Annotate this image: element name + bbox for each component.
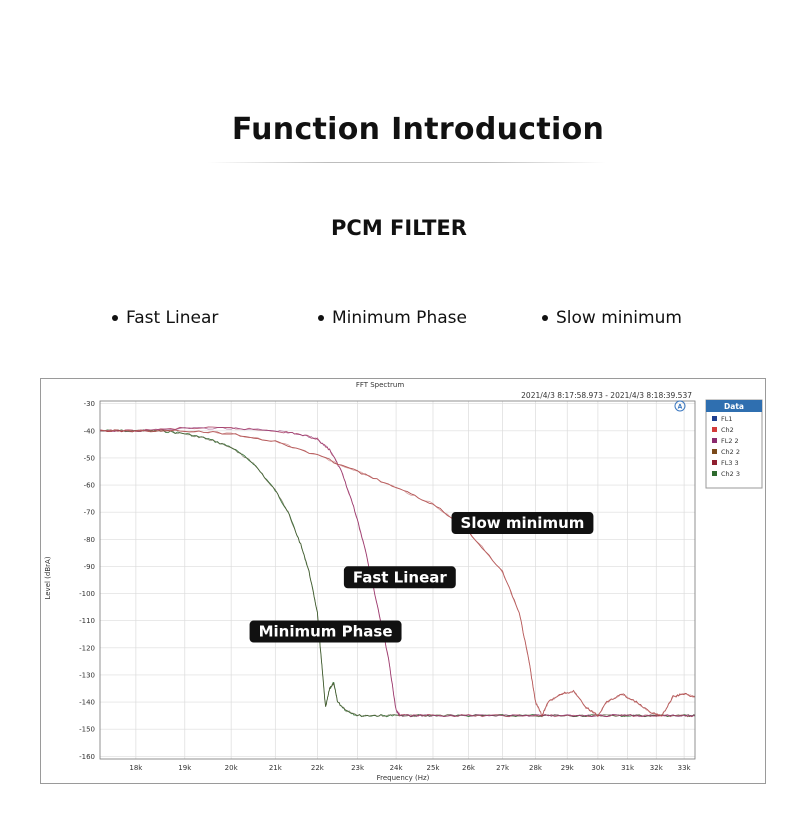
x-tick-label: 18k <box>129 764 143 772</box>
x-tick-label: 33k <box>677 764 691 772</box>
legend-swatch <box>712 438 717 443</box>
legend-swatch <box>712 471 717 476</box>
y-tick-label: -60 <box>83 481 95 490</box>
chart-timestamp: 2021/4/3 8:17:58.973 - 2021/4/3 8:18:39.537 <box>521 391 692 400</box>
y-tick-label: -40 <box>83 427 95 436</box>
x-tick-label: 23k <box>351 764 365 772</box>
x-tick-label: 25k <box>426 764 440 772</box>
x-tick-label: 20k <box>224 764 238 772</box>
x-tick-label: 21k <box>268 764 282 772</box>
callout-label: Slow minimum <box>460 514 585 533</box>
legend-swatch <box>712 416 717 421</box>
filter-option-fast-linear <box>112 308 218 328</box>
chart-legend <box>706 400 762 488</box>
y-tick-label: -30 <box>83 400 95 409</box>
legend-entry-label: Ch2 3 <box>721 470 740 478</box>
callout-label: Minimum Phase <box>258 622 393 641</box>
page-title: Function Introduction <box>231 112 605 147</box>
y-tick-label: -150 <box>79 725 95 734</box>
legend-entry-label: Ch2 2 <box>721 448 740 456</box>
filter-option-minimum-phase <box>318 308 467 328</box>
legend-swatch <box>712 449 717 454</box>
callout-fast-linear <box>344 566 456 588</box>
legend-entry-label: FL3 3 <box>721 459 739 467</box>
x-tick-label: 24k <box>389 764 403 772</box>
y-tick-label: -120 <box>79 644 95 653</box>
chart-svg <box>40 378 766 784</box>
callout-label: Fast Linear <box>352 568 447 587</box>
filter-option-label: Slow minimum <box>556 308 682 328</box>
x-tick-label: 28k <box>529 764 542 772</box>
chart-title: FFT Spectrum <box>355 381 405 389</box>
callout-slow-minimum <box>452 512 594 534</box>
filter-option-slow-minimum <box>542 308 682 328</box>
legend-swatch <box>712 427 717 432</box>
title-divider <box>208 162 606 163</box>
y-tick-label: -130 <box>79 671 95 680</box>
y-tick-label: -80 <box>83 535 95 544</box>
fft-spectrum-chart <box>40 378 766 784</box>
filter-option-label: Fast Linear <box>126 308 219 328</box>
y-tick-label: -70 <box>83 508 95 517</box>
bullet-icon <box>542 315 548 321</box>
legend-title: Data <box>724 402 744 411</box>
y-tick-label: -110 <box>79 617 95 626</box>
x-tick-label: 30k <box>591 764 605 772</box>
x-tick-label: 32k <box>649 764 663 772</box>
y-tick-label: -140 <box>79 698 95 707</box>
section-title: PCM FILTER <box>331 216 467 240</box>
bullet-icon <box>112 315 118 321</box>
y-tick-label: -50 <box>83 454 95 463</box>
callout-minimum-phase <box>250 621 402 643</box>
y-axis-label: Level (dBrA) <box>44 556 52 600</box>
x-tick-label: 31k <box>621 764 635 772</box>
x-axis-label: Frequency (Hz) <box>376 774 430 782</box>
legend-swatch <box>712 460 717 465</box>
x-tick-label: 22k <box>310 764 324 772</box>
legend-entry-label: Ch2 <box>721 426 734 434</box>
x-tick-label: 27k <box>496 764 510 772</box>
y-tick-label: -160 <box>79 752 95 761</box>
x-tick-label: 29k <box>560 764 574 772</box>
y-tick-label: -100 <box>79 590 95 599</box>
bullet-icon <box>318 315 324 321</box>
legend-entry-label: FL2 2 <box>721 437 739 445</box>
legend-entry-label: FL1 <box>721 415 733 423</box>
filter-option-label: Minimum Phase <box>332 308 467 328</box>
y-tick-label: -90 <box>83 562 95 571</box>
svg-text:A: A <box>677 403 683 411</box>
x-tick-label: 26k <box>461 764 475 772</box>
x-tick-label: 19k <box>178 764 192 772</box>
